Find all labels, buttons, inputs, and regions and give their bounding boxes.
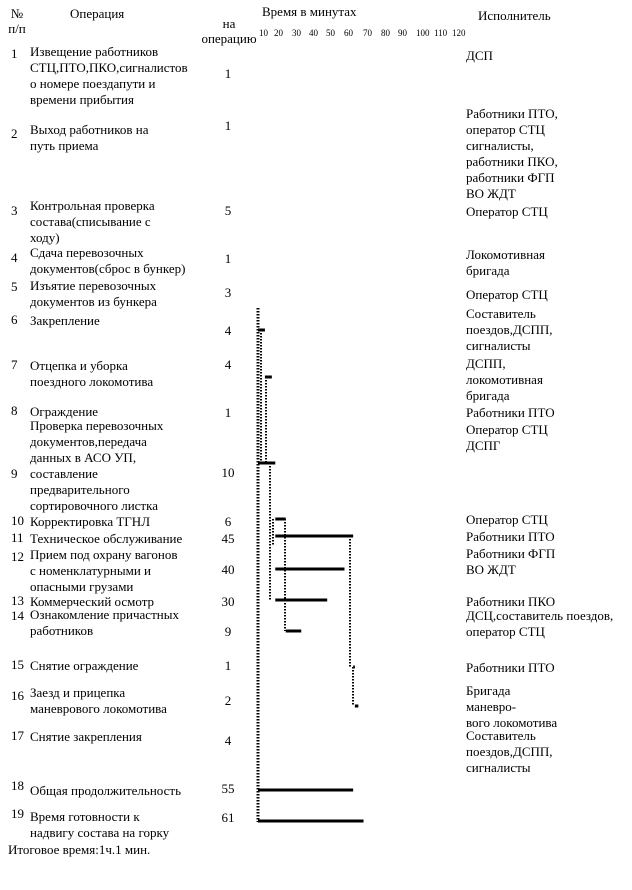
row-number: 14: [11, 608, 24, 623]
operation-minutes: 9: [224, 624, 232, 639]
operation-label: Контрольная проверка состава(списывание с ходу): [30, 198, 155, 245]
operation-label: Корректировка ТГНЛ: [30, 514, 151, 529]
operation-label: Снятие ограждение: [30, 658, 139, 673]
operation-minutes: 4: [224, 323, 232, 338]
operation-label: Заезд и прицепка маневрового локомотива: [30, 685, 167, 716]
executor-label: Работники ФГП ВО ЖДТ: [466, 546, 556, 577]
operation-minutes: 1: [224, 66, 232, 81]
operation-label: Ознакомление причастных работников: [30, 607, 179, 638]
operation-label: Извещение работников СТЦ,ПТО,ПКО,сигналистов о номере поездапути и времени прибытия: [30, 44, 188, 107]
executor-label: Локомотивная бригада: [466, 247, 545, 278]
row-number: 1: [11, 46, 18, 61]
row-number: 16: [11, 688, 24, 703]
executor-label: Оператор СТЦ: [466, 287, 548, 302]
operation-minutes: 4: [224, 357, 232, 372]
row-number: 5: [11, 279, 18, 294]
executor-label: ДСПП, локомотивная бригада: [466, 356, 543, 403]
row-number: 7: [11, 357, 18, 372]
operation-minutes: 1: [224, 251, 232, 266]
operation-label: Сдача перевозочных документов(сброс в бункер): [30, 245, 186, 276]
axis-tick-label: 50: [326, 28, 335, 38]
operation-label: Выход работников на путь приема: [30, 122, 149, 153]
operation-label: Ограждение: [30, 404, 99, 419]
row-number: 15: [11, 657, 24, 672]
operation-minutes: 1: [224, 658, 232, 673]
operation-minutes: 61: [221, 810, 235, 825]
operation-label: Изъятие перевозочных документов из бункера: [30, 278, 157, 309]
operation-label: Закрепление: [30, 313, 100, 328]
executor-label: Оператор СТЦ: [466, 512, 548, 527]
operation-minutes: 55: [221, 781, 235, 796]
operation-label: Отцепка и уборка поездного локомотива: [30, 358, 154, 389]
executor-label: Работники ПТО: [466, 660, 555, 675]
axis-tick-label: 30: [292, 28, 301, 38]
axis-tick-label: 80: [381, 28, 390, 38]
row-number: 11: [11, 530, 24, 545]
operation-minutes: 1: [224, 118, 232, 133]
operation-minutes: 45: [221, 531, 235, 546]
operation-label: Прием под охрану вагонов с номенклатурными и опасными грузами: [30, 547, 178, 594]
operation-label: Коммерческий осмотр: [30, 594, 155, 609]
row-number: 18: [11, 778, 24, 793]
row-number: 2: [11, 126, 18, 141]
operation-minutes: 4: [224, 733, 232, 748]
operation-minutes: 1: [224, 405, 232, 420]
operation-minutes: 30: [221, 594, 235, 609]
operation-label: Проверка перевозочных документов,передача данных в АСО УП, составление предварительного сортировочного листка: [30, 418, 164, 513]
row-number: 8: [11, 403, 18, 418]
total-time: Итоговое время:1ч.1 мин.: [8, 842, 151, 857]
header-operation: Операция: [70, 6, 125, 21]
executor-label: Работники ПТО, оператор СТЦ сигналисты, работники ПКО, работники ФГП ВО ЖДТ: [466, 106, 558, 201]
executor-label: Бригада маневро- вого локомотива: [466, 683, 558, 730]
operation-label: Техническое обслуживание: [30, 531, 183, 546]
operation-minutes: 2: [224, 693, 232, 708]
row-number: 9: [11, 466, 18, 481]
row-number: 13: [11, 593, 24, 608]
executor-label: Составитель поездов,ДСПП, сигналисты: [466, 306, 553, 353]
executor-label: ДСП: [466, 48, 493, 63]
axis-tick-label: 60: [344, 28, 353, 38]
header-num: № п/п: [8, 6, 26, 36]
operation-label: Снятие закрепления: [30, 729, 142, 744]
axis-tick-label: 120: [452, 28, 466, 38]
executor-label: Работники ПТО: [466, 405, 555, 420]
header-minutes: на операцию: [201, 16, 257, 46]
header-time: Время в минутах: [262, 4, 357, 19]
operation-minutes: 5: [224, 203, 232, 218]
executor-label: ДСЦ,составитель поездов, оператор СТЦ: [466, 608, 614, 639]
operation-minutes: 10: [221, 465, 235, 480]
operation-label: Время готовности к надвигу состава на горку: [30, 809, 170, 840]
operation-minutes: 3: [224, 285, 232, 300]
row-number: 10: [11, 513, 24, 528]
executor-label: Оператор СТЦ: [466, 204, 548, 219]
row-number: 3: [11, 203, 18, 218]
axis-tick-label: 10: [259, 28, 268, 38]
row-number: 4: [11, 250, 18, 265]
axis-tick-label: 90: [398, 28, 407, 38]
executor-label: Составитель поездов,ДСПП, сигналисты: [466, 728, 553, 775]
axis-tick-label: 100: [416, 28, 430, 38]
operation-minutes: 6: [224, 514, 232, 529]
axis-tick-label: 40: [309, 28, 318, 38]
header-executor: Исполнитель: [478, 8, 551, 23]
operation-label: Общая продолжительность: [30, 783, 181, 798]
executor-label: Работники ПТО: [466, 529, 555, 544]
row-number: 12: [11, 549, 24, 564]
row-number: 19: [11, 806, 24, 821]
executor-label: Работники ПКО: [466, 594, 556, 609]
axis-tick-label: 110: [434, 28, 448, 38]
executor-label: Оператор СТЦ ДСПГ: [466, 422, 548, 453]
row-number: 17: [11, 728, 24, 743]
operation-minutes: 40: [221, 562, 235, 577]
axis-tick-label: 70: [363, 28, 372, 38]
axis-tick-label: 20: [274, 28, 283, 38]
row-number: 6: [11, 312, 18, 327]
